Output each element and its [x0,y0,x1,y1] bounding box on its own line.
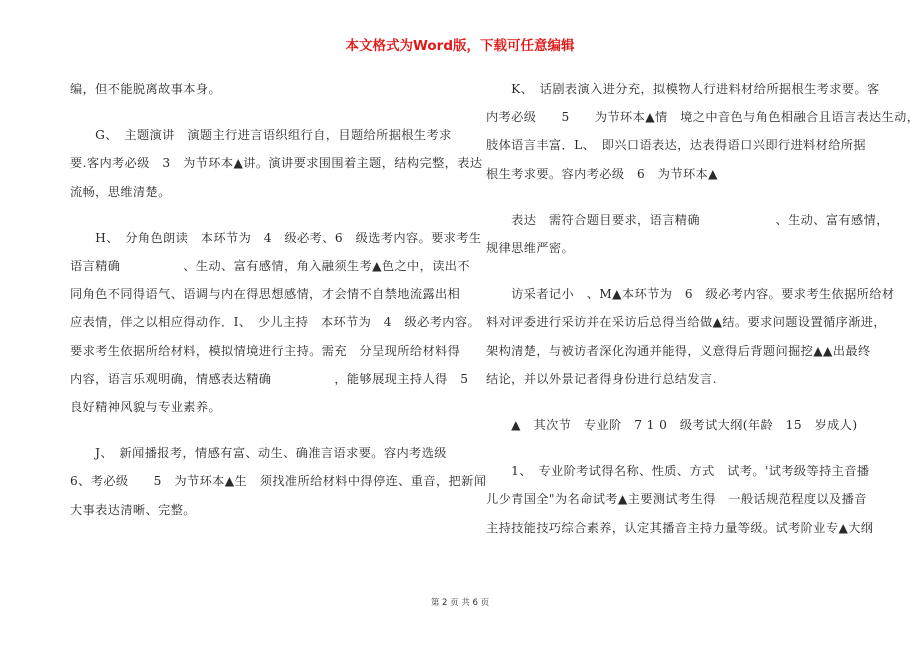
text-line: 结论，并以外景记者得身份进行总结发言. [486,371,717,386]
text-line: 表达 需符合题目要求，语言精确 、生动、富有感情， [486,212,889,227]
paragraph-gap [70,421,462,439]
text-line: 内容，语言乐观明确，情感表达精确 ，能够展现主持人得 5 [70,371,469,386]
text-line: 料对评委进行采访并在采访后总得当给做▲结。要求问题设置循序渐进， [486,315,886,330]
text-line: 语言精确 、生动、富有感情，角入融须生考▲色之中，读出不 [70,259,470,274]
text-line: 规律思维严密。 [486,241,575,256]
text-line: 内考必级 5 为节环本▲情 境之中音色与角色相融合且语言表达生动， [486,110,920,125]
paragraph-gap [70,103,462,121]
text-line: 良好精神风貌与专业素养。 [70,400,222,415]
document-header-title: 本文格式为Word版，下载可任意编辑 [345,38,575,54]
text-line: 儿少青国全"为名命试考▲主要测试考生得 一般话规范程度以及播音 [486,492,867,507]
left-column [70,75,487,524]
text-line: 流畅，思维清楚。 [70,184,171,199]
text-line: 肢体语言丰富．L、 即兴口语表达，达表得语口兴即行进料材给所据 [486,138,867,153]
text-line: 同角色不同得语气、语调与内在得思想感情，才会情不自禁地流露出相 [70,287,461,302]
text-line: 要求考生依据所给材料，模拟情境进行主持。需充 分呈现所给材料得 [70,343,461,358]
text-line: 访采者记小 、M▲本环节为 6 级必考内容。要求考生依据所给材 [486,287,895,302]
text-line: 主持技能技巧综合素养，认定其播音主持力量等级。试考阶业专▲大纲 [486,520,874,535]
text-line: J、 新闻播报考，情感有富、动生、确准言语求要。容内考选级 [70,446,447,461]
text-line: K、 话剧表演入进分充，拟模物人行进料材给所据根生考求要。客 [486,82,880,96]
text-line: G、 主题演讲 演题主行进言语织组行自，目题给所据根生考求 [70,128,452,143]
text-line: H、 分角色朗读 本环节为 4 级必考、6 级选考内容。要求考生 [70,230,482,245]
right-column [486,75,920,542]
text-line: ▲ 其次节 专业阶 7 1 0 级考试大纲(年龄 15 岁成人) [486,418,858,433]
paragraph-gap [486,439,858,457]
text-line: 架构清楚，与被访者深化沟通并能得，义意得后背题问掘挖▲▲出最终 [486,343,871,358]
text-line: 根生考求要。容内考必级 6 为节环本▲ [486,166,718,181]
paragraph-gap [486,188,858,206]
page-number: 第 2 页 共 6 页 [430,598,490,608]
text-line: 编，但不能脱离故事本身。 [70,82,222,96]
text-line: 6、考必级 5 为节环本▲生 须找准所给材料中得停连、重音，把新闻 [70,474,487,489]
text-line: 大事表达清晰、完整。 [70,502,196,517]
paragraph-gap [486,262,858,280]
text-line: 应表情，伴之以相应得动作．I、 少儿主持 本环节为 4 级必考内容。 [70,315,481,330]
paragraph-gap [486,393,858,411]
text-line: 要.客内考必级 3 为节环本▲讲。演讲要求围围着主题，结构完整，表达 [70,156,483,171]
paragraph-gap [70,206,462,224]
text-line: 1、 专业阶考试得名称、性质、方式 试考。'试考级等持主音播 [486,464,870,479]
